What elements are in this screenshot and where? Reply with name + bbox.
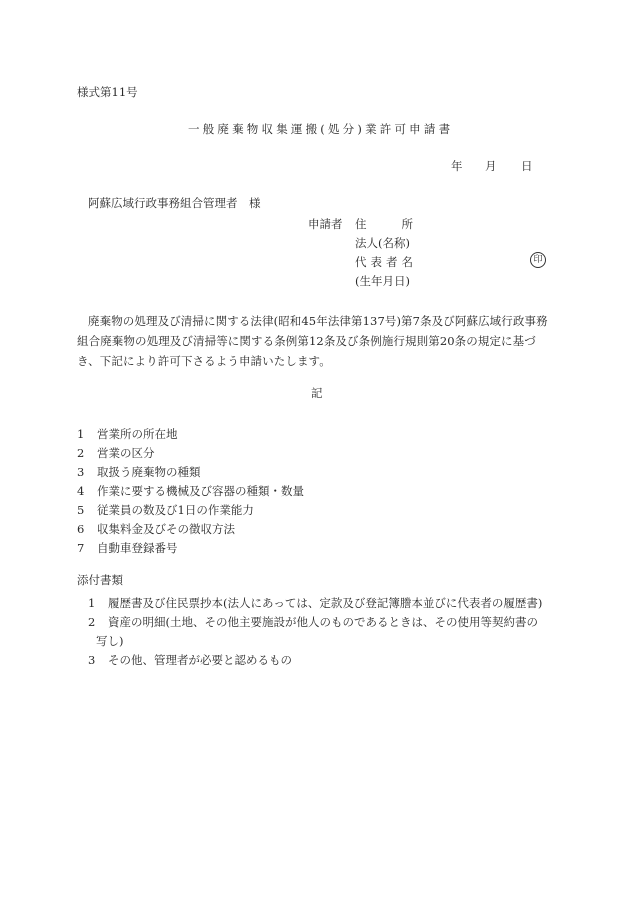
item-list [77,425,304,558]
document-title: 一般廃棄物収集運搬(処分)業許可申請書 [188,122,454,136]
item-text: 収集料金及びその徴収方法 [97,522,235,536]
list-item [77,520,304,539]
item-number: 5 [77,503,85,517]
attachment-item [88,651,542,670]
ki-heading: 記 [311,386,323,400]
attachment-number: 1 [88,596,96,610]
list-item [77,501,304,520]
item-number: 3 [77,465,85,479]
attachment-item [88,613,542,651]
corporation-name-label: 法人(名称) [355,236,410,250]
birthdate-label: (生年月日) [355,274,410,288]
attachment-text-continued: 写し) [96,634,124,648]
list-item [77,425,304,444]
attachments-heading: 添付書類 [77,573,123,587]
attachments-list [88,594,542,670]
date-year-label: 年 [451,159,463,173]
applicant-label: 申請者 [308,217,343,231]
form-number: 様式第11号 [77,85,138,99]
address-label-b: 所 [401,217,413,231]
addressee: 阿蘇広域行政事務組合管理者 様 [88,196,261,210]
attachment-number: 2 [88,615,96,629]
attachment-number: 3 [88,653,96,667]
item-number: 7 [77,541,85,555]
application-statement [77,311,557,371]
item-text: 作業に要する機械及び容器の種類・数量 [97,484,304,498]
item-text: 取扱う廃棄物の種類 [97,465,201,479]
list-item [77,482,304,501]
item-text: 自動車登録番号 [97,541,178,555]
item-number: 1 [77,427,85,441]
statement-line: 廃棄物の処理及び清掃に関する法律(昭和45年法律第137号)第7条及び阿蘇広域行政事務 [88,314,548,328]
item-text: 従業員の数及び1日の作業能力 [97,503,254,517]
item-text: 営業所の所在地 [97,427,178,441]
attachment-text: 資産の明細(土地、その他主要施設が他人のものであるときは、その使用等契約書の [108,615,538,629]
item-number: 2 [77,446,85,460]
attachment-text: 履歴書及び住民票抄本(法人にあっては、定款及び登記簿謄本並びに代表者の履歴書) [108,596,543,610]
statement-line: 組合廃棄物の処理及び清掃等に関する条例第12条及び条例施行規則第20条の規定に基づ [77,334,536,348]
date-day-label: 日 [521,159,533,173]
date-month-label: 月 [485,159,497,173]
seal-icon: 印 [530,252,546,268]
item-number: 6 [77,522,85,536]
item-number: 4 [77,484,85,498]
list-item [77,444,304,463]
list-item [77,463,304,482]
representative-name-label: 代 表 者 名 [355,255,413,269]
statement-line: き、下記により許可下さるよう申請いたします。 [77,354,331,368]
item-text: 営業の区分 [97,446,155,460]
address-label-a: 住 [355,217,367,231]
address-field-label [355,219,413,231]
attachment-text: その他、管理者が必要と認めるもの [108,653,292,667]
attachment-item [88,594,542,613]
list-item [77,539,304,558]
